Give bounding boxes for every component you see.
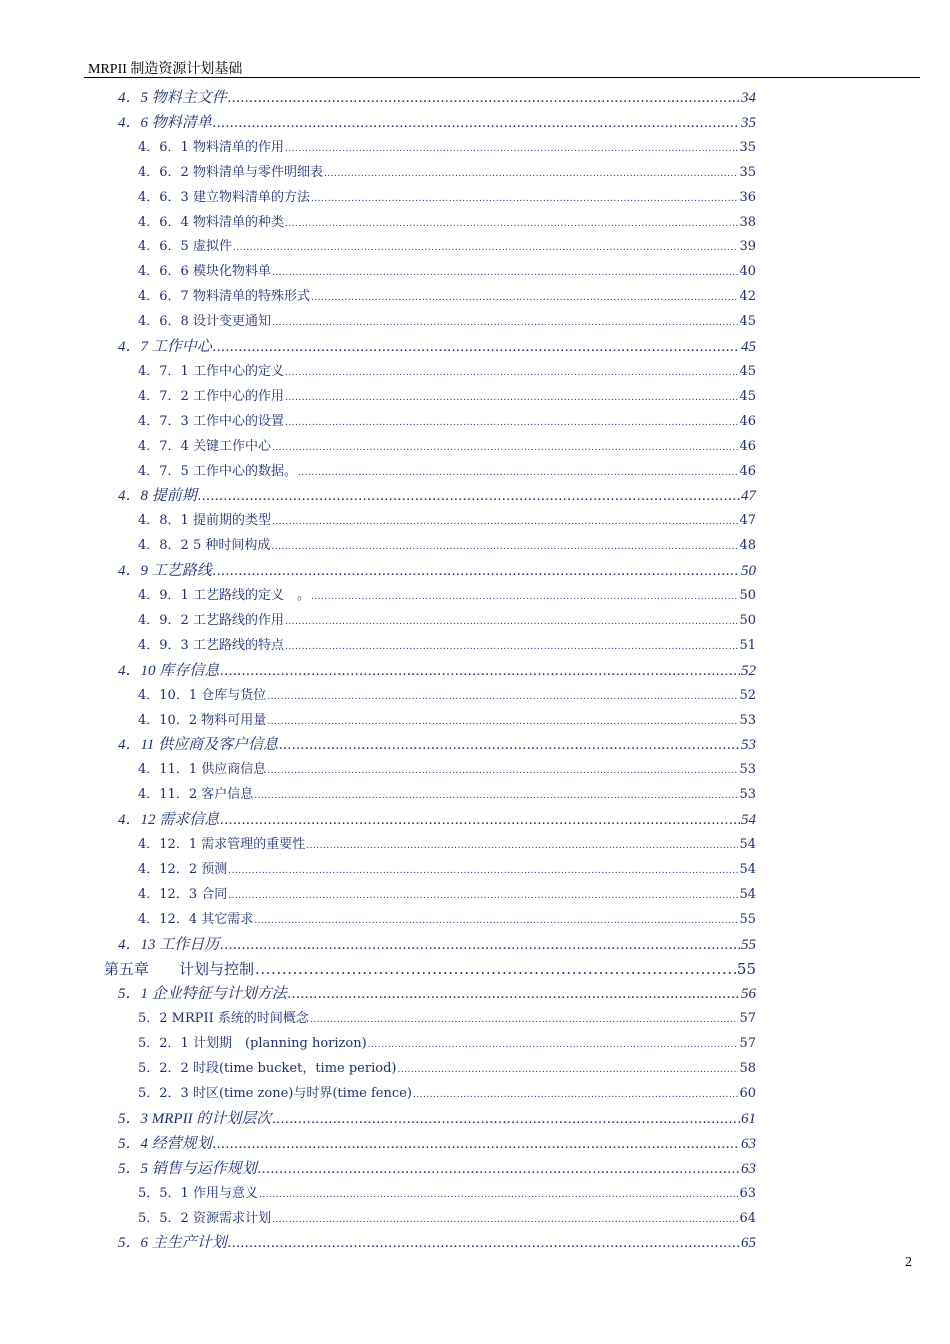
toc-entry[interactable] xyxy=(118,86,756,107)
toc-entry-page: 50 xyxy=(739,612,756,628)
toc-leader-dots xyxy=(397,1061,738,1076)
toc-entry-label: 4．8．2 5 种时间构成 xyxy=(138,538,271,554)
toc-entry-label: 4．12．3 合同 xyxy=(138,886,228,902)
toc-entry[interactable] xyxy=(138,260,756,279)
toc-entry-label: 4．6 物料清单 xyxy=(118,114,212,131)
toc-entry[interactable] xyxy=(138,385,756,404)
toc-entry[interactable] xyxy=(118,484,756,505)
toc-leader-dots xyxy=(272,264,739,279)
toc-leader-dots xyxy=(267,713,738,728)
toc-leader-dots xyxy=(228,1235,740,1252)
toc-entry-label: 5．3 MRPII 的计划层次 xyxy=(118,1110,272,1127)
toc-entry-label: 4．10．2 物料可用量 xyxy=(138,712,267,728)
toc-entry-label: 4．6．6 模块化物料单 xyxy=(138,264,271,280)
toc-entry[interactable] xyxy=(118,1157,756,1178)
toc-leader-dots xyxy=(213,1136,740,1153)
toc-entry-page: 53 xyxy=(739,762,756,778)
toc-entry-label: 5．2．2 时段(time bucket，time period) xyxy=(138,1061,397,1077)
toc-entry-label: 4．7 工作中心 xyxy=(118,339,212,355)
toc-entry-label: 5．5．1 作用与意义 xyxy=(138,1185,258,1201)
toc-entry-label: 4．7．4 关键工作中心 xyxy=(138,438,271,454)
toc-entry-label: 4．11 供应商及客户信息 xyxy=(118,737,279,754)
toc-entry[interactable] xyxy=(118,559,756,580)
toc-entry-page: 39 xyxy=(739,239,756,255)
header-divider xyxy=(84,77,920,78)
toc-entry-page: 64 xyxy=(739,1210,756,1226)
toc-entry-page: 45 xyxy=(739,388,756,404)
toc-entry-label: 4．6．1 物料清单的作用 xyxy=(138,139,284,155)
toc-entry-label: 5．4 经营规划 xyxy=(118,1135,212,1152)
toc-entry-label: 5．2．1 计划期 (planning horizon) xyxy=(138,1036,367,1052)
toc-leader-dots xyxy=(254,912,738,927)
toc-entry-page: 54 xyxy=(739,837,756,852)
toc-leader-dots xyxy=(233,239,739,254)
toc-leader-dots xyxy=(254,787,738,802)
toc-entry-label: 4．7．1 工作中心的定义 xyxy=(138,363,284,379)
toc-entry[interactable] xyxy=(138,534,756,553)
toc-leader-dots xyxy=(279,737,740,754)
toc-entry[interactable] xyxy=(138,783,756,802)
toc-entry-page: 50 xyxy=(739,588,756,603)
toc-entry[interactable] xyxy=(138,310,756,329)
toc-entry[interactable] xyxy=(138,1032,756,1051)
toc-entry-label: 4．8 提前期 xyxy=(118,488,197,505)
toc-entry-page: 38 xyxy=(739,214,756,230)
toc-entry-page: 42 xyxy=(739,289,756,305)
toc-entry-page: 52 xyxy=(741,662,756,679)
toc-entry-page: 63 xyxy=(739,1185,756,1201)
toc-entry[interactable] xyxy=(118,733,756,754)
toc-entry[interactable] xyxy=(138,758,756,777)
toc-entry[interactable] xyxy=(138,684,756,703)
toc-entry[interactable] xyxy=(118,335,756,356)
toc-entry[interactable] xyxy=(138,161,756,180)
toc-entry-page: 61 xyxy=(741,1110,756,1127)
toc-entry-label: 5．2 MRPII 系统的时间概念 xyxy=(138,1011,309,1027)
toc-entry-label: 4．6．2 物料清单与零件明细表 xyxy=(138,164,323,180)
toc-entry-page: 55 xyxy=(741,936,756,953)
toc-leader-dots xyxy=(272,1111,740,1128)
toc-entry-page: 53 xyxy=(739,787,756,803)
toc-entry[interactable] xyxy=(118,808,756,829)
toc-entry[interactable] xyxy=(138,136,756,155)
toc-entry-label: 4．7．5 工作中心的数据。 xyxy=(138,463,297,479)
toc-entry[interactable] xyxy=(138,1057,756,1076)
toc-entry-page: 60 xyxy=(739,1086,756,1101)
toc-leader-dots xyxy=(285,389,739,404)
toc-leader-dots xyxy=(272,1211,739,1226)
toc-entry[interactable] xyxy=(138,460,756,479)
toc-entry-page: 34 xyxy=(741,90,756,106)
toc-leader-dots xyxy=(311,289,739,304)
toc-entry[interactable] xyxy=(138,410,756,429)
toc-entry[interactable] xyxy=(138,186,756,205)
toc-leader-dots xyxy=(213,115,740,132)
toc-entry-label: 4．12．4 其它需求 xyxy=(138,911,254,927)
toc-leader-dots xyxy=(272,439,739,454)
toc-leader-dots xyxy=(368,1036,739,1051)
toc-entry[interactable] xyxy=(138,584,756,603)
toc-entry-label: 第五章 计划与控制 xyxy=(104,959,255,978)
toc-entry-page: 55 xyxy=(739,911,756,927)
toc-entry-label: 5．6 主生产计划 xyxy=(118,1235,227,1252)
toc-leader-dots xyxy=(298,464,739,479)
toc-entry-page: 46 xyxy=(739,413,756,429)
toc-entry-page: 54 xyxy=(739,886,756,902)
toc-entry-label: 4．10 库存信息 xyxy=(118,662,220,679)
toc-entry-page: 63 xyxy=(741,1160,756,1177)
toc-leader-dots xyxy=(220,663,740,680)
toc-entry-label: 4．9．2 工艺路线的作用 xyxy=(138,612,284,628)
toc-leader-dots xyxy=(259,1186,739,1201)
toc-leader-dots xyxy=(213,339,740,356)
toc-leader-dots xyxy=(324,165,739,180)
toc-entry[interactable] xyxy=(138,285,756,304)
toc-entry-label: 4．6．3 建立物料清单的方法 xyxy=(138,189,310,205)
toc-leader-dots xyxy=(310,1011,739,1026)
toc-entry-label: 4．9．3 工艺路线的特点 xyxy=(138,637,284,653)
toc-entry-label: 4．9 工艺路线 xyxy=(118,563,212,580)
toc-entry[interactable] xyxy=(138,908,756,927)
toc-entry-page: 65 xyxy=(741,1235,756,1252)
toc-entry[interactable] xyxy=(138,360,756,379)
toc-entry[interactable] xyxy=(138,1182,756,1201)
toc-entry-label: 5．2．3 时区(time zone)与时界(time fence) xyxy=(138,1086,412,1101)
page-number: 2 xyxy=(905,1255,912,1270)
toc-entry[interactable] xyxy=(104,958,756,979)
toc-entry[interactable] xyxy=(118,982,756,1003)
toc-entry[interactable] xyxy=(118,659,756,680)
toc-leader-dots xyxy=(311,588,739,603)
toc-entry-label: 4．9．1 工艺路线的定义 。 xyxy=(138,588,310,603)
toc-entry-label: 4．8．1 提前期的类型 xyxy=(138,513,271,529)
toc-entry-label: 4．10．1 仓库与货位 xyxy=(138,687,267,703)
toc-leader-dots xyxy=(272,513,739,528)
toc-entry-label: 5．5．2 资源需求计划 xyxy=(138,1210,271,1226)
toc-entry-page: 35 xyxy=(741,114,756,131)
toc-entry-label: 4．6．5 虚拟件 xyxy=(138,239,232,255)
toc-entry-label: 4．12．1 需求管理的重要性 xyxy=(138,837,306,852)
toc-leader-dots xyxy=(285,215,739,230)
toc-leader-dots xyxy=(220,937,740,954)
toc-entry-label: 4．6．4 物料清单的种类 xyxy=(138,214,284,230)
toc-entry-label: 4．13 工作日历 xyxy=(118,936,220,953)
toc-entry-label: 4．12 需求信息 xyxy=(118,812,220,829)
toc-entry[interactable] xyxy=(138,211,756,230)
toc-entry-label: 4．6．7 物料清单的特殊形式 xyxy=(138,289,310,305)
toc-entry[interactable] xyxy=(118,1132,756,1153)
toc-leader-dots xyxy=(213,563,740,580)
toc-leader-dots xyxy=(228,887,738,902)
toc-leader-dots xyxy=(267,762,738,777)
toc-entry[interactable] xyxy=(118,111,756,132)
toc-entry-page: 54 xyxy=(741,812,756,829)
toc-leader-dots xyxy=(288,986,740,1003)
toc-entry-label: 4．5 物料主文件 xyxy=(118,90,227,106)
toc-entry[interactable] xyxy=(138,235,756,254)
toc-leader-dots xyxy=(255,960,736,978)
toc-entry-page: 57 xyxy=(739,1036,756,1052)
toc-entry-label: 4．11．1 供应商信息 xyxy=(138,762,267,778)
toc-leader-dots xyxy=(198,488,740,505)
toc-leader-dots xyxy=(258,1161,740,1178)
toc-entry[interactable] xyxy=(118,933,756,954)
toc-entry-page: 55 xyxy=(736,959,756,978)
toc-leader-dots xyxy=(272,314,739,329)
toc-entry[interactable] xyxy=(138,858,756,877)
toc-entry[interactable] xyxy=(138,883,756,902)
toc-entry-page: 40 xyxy=(739,264,756,280)
toc-entry[interactable] xyxy=(138,435,756,454)
toc-entry[interactable] xyxy=(138,709,756,728)
toc-entry-page: 45 xyxy=(739,363,756,379)
toc-entry-page: 57 xyxy=(739,1011,756,1027)
toc-entry[interactable] xyxy=(138,1007,756,1026)
toc-entry-page: 54 xyxy=(739,861,756,877)
toc-entry-page: 46 xyxy=(739,438,756,454)
toc-entry-label: 4．12．2 预测 xyxy=(138,861,228,877)
toc-entry-page: 48 xyxy=(739,538,756,554)
toc-leader-dots xyxy=(285,140,739,155)
toc-entry[interactable] xyxy=(138,509,756,528)
page-header-title: MRPII 制造资源计划基础 xyxy=(88,62,243,77)
toc-leader-dots xyxy=(306,837,738,852)
toc-entry-label: 4．11．2 客户信息 xyxy=(138,787,254,803)
toc-entry-page: 45 xyxy=(741,339,756,355)
toc-leader-dots xyxy=(285,613,739,628)
toc-leader-dots xyxy=(228,862,738,877)
toc-entry-label: 4．7．3 工作中心的设置 xyxy=(138,413,284,429)
toc-leader-dots xyxy=(285,638,739,653)
toc-leader-dots xyxy=(220,812,740,829)
toc-entry-page: 58 xyxy=(739,1061,756,1077)
toc-entry[interactable] xyxy=(138,833,756,852)
toc-entry-page: 53 xyxy=(739,712,756,728)
toc-entry-page: 53 xyxy=(741,737,756,754)
toc-leader-dots xyxy=(413,1086,739,1101)
toc-entry-page: 56 xyxy=(741,986,756,1003)
toc-entry-page: 47 xyxy=(741,488,756,505)
toc-entry-page: 50 xyxy=(741,563,756,580)
toc-leader-dots xyxy=(228,90,740,107)
toc-entry[interactable] xyxy=(138,609,756,628)
toc-entry-label: 4．7．2 工作中心的作用 xyxy=(138,388,284,404)
toc-entry-page: 46 xyxy=(739,463,756,479)
toc-leader-dots xyxy=(311,190,739,205)
toc-entry-page: 35 xyxy=(739,164,756,180)
toc-entry-label: 4．6．8 设计变更通知 xyxy=(138,314,271,330)
toc-entry[interactable] xyxy=(138,634,756,653)
toc-entry[interactable] xyxy=(118,1231,756,1252)
toc-leader-dots xyxy=(285,414,739,429)
toc-entry[interactable] xyxy=(138,1082,756,1101)
toc-entry-page: 51 xyxy=(739,637,756,653)
toc-leader-dots xyxy=(285,364,739,379)
toc-entry-page: 47 xyxy=(739,513,756,529)
toc-leader-dots xyxy=(271,538,738,553)
toc-entry-page: 36 xyxy=(739,189,756,205)
toc-entry-page: 52 xyxy=(739,687,756,703)
toc-entry[interactable] xyxy=(118,1107,756,1128)
toc-entry[interactable] xyxy=(138,1207,756,1226)
toc-entry-page: 35 xyxy=(739,139,756,155)
toc-entry-label: 5．1 企业特征与计划方法 xyxy=(118,986,287,1003)
toc-leader-dots xyxy=(267,688,738,703)
toc-entry-label: 5．5 销售与运作规划 xyxy=(118,1160,257,1177)
toc-entry-page: 45 xyxy=(739,314,756,330)
toc-entry-page: 63 xyxy=(741,1135,756,1152)
